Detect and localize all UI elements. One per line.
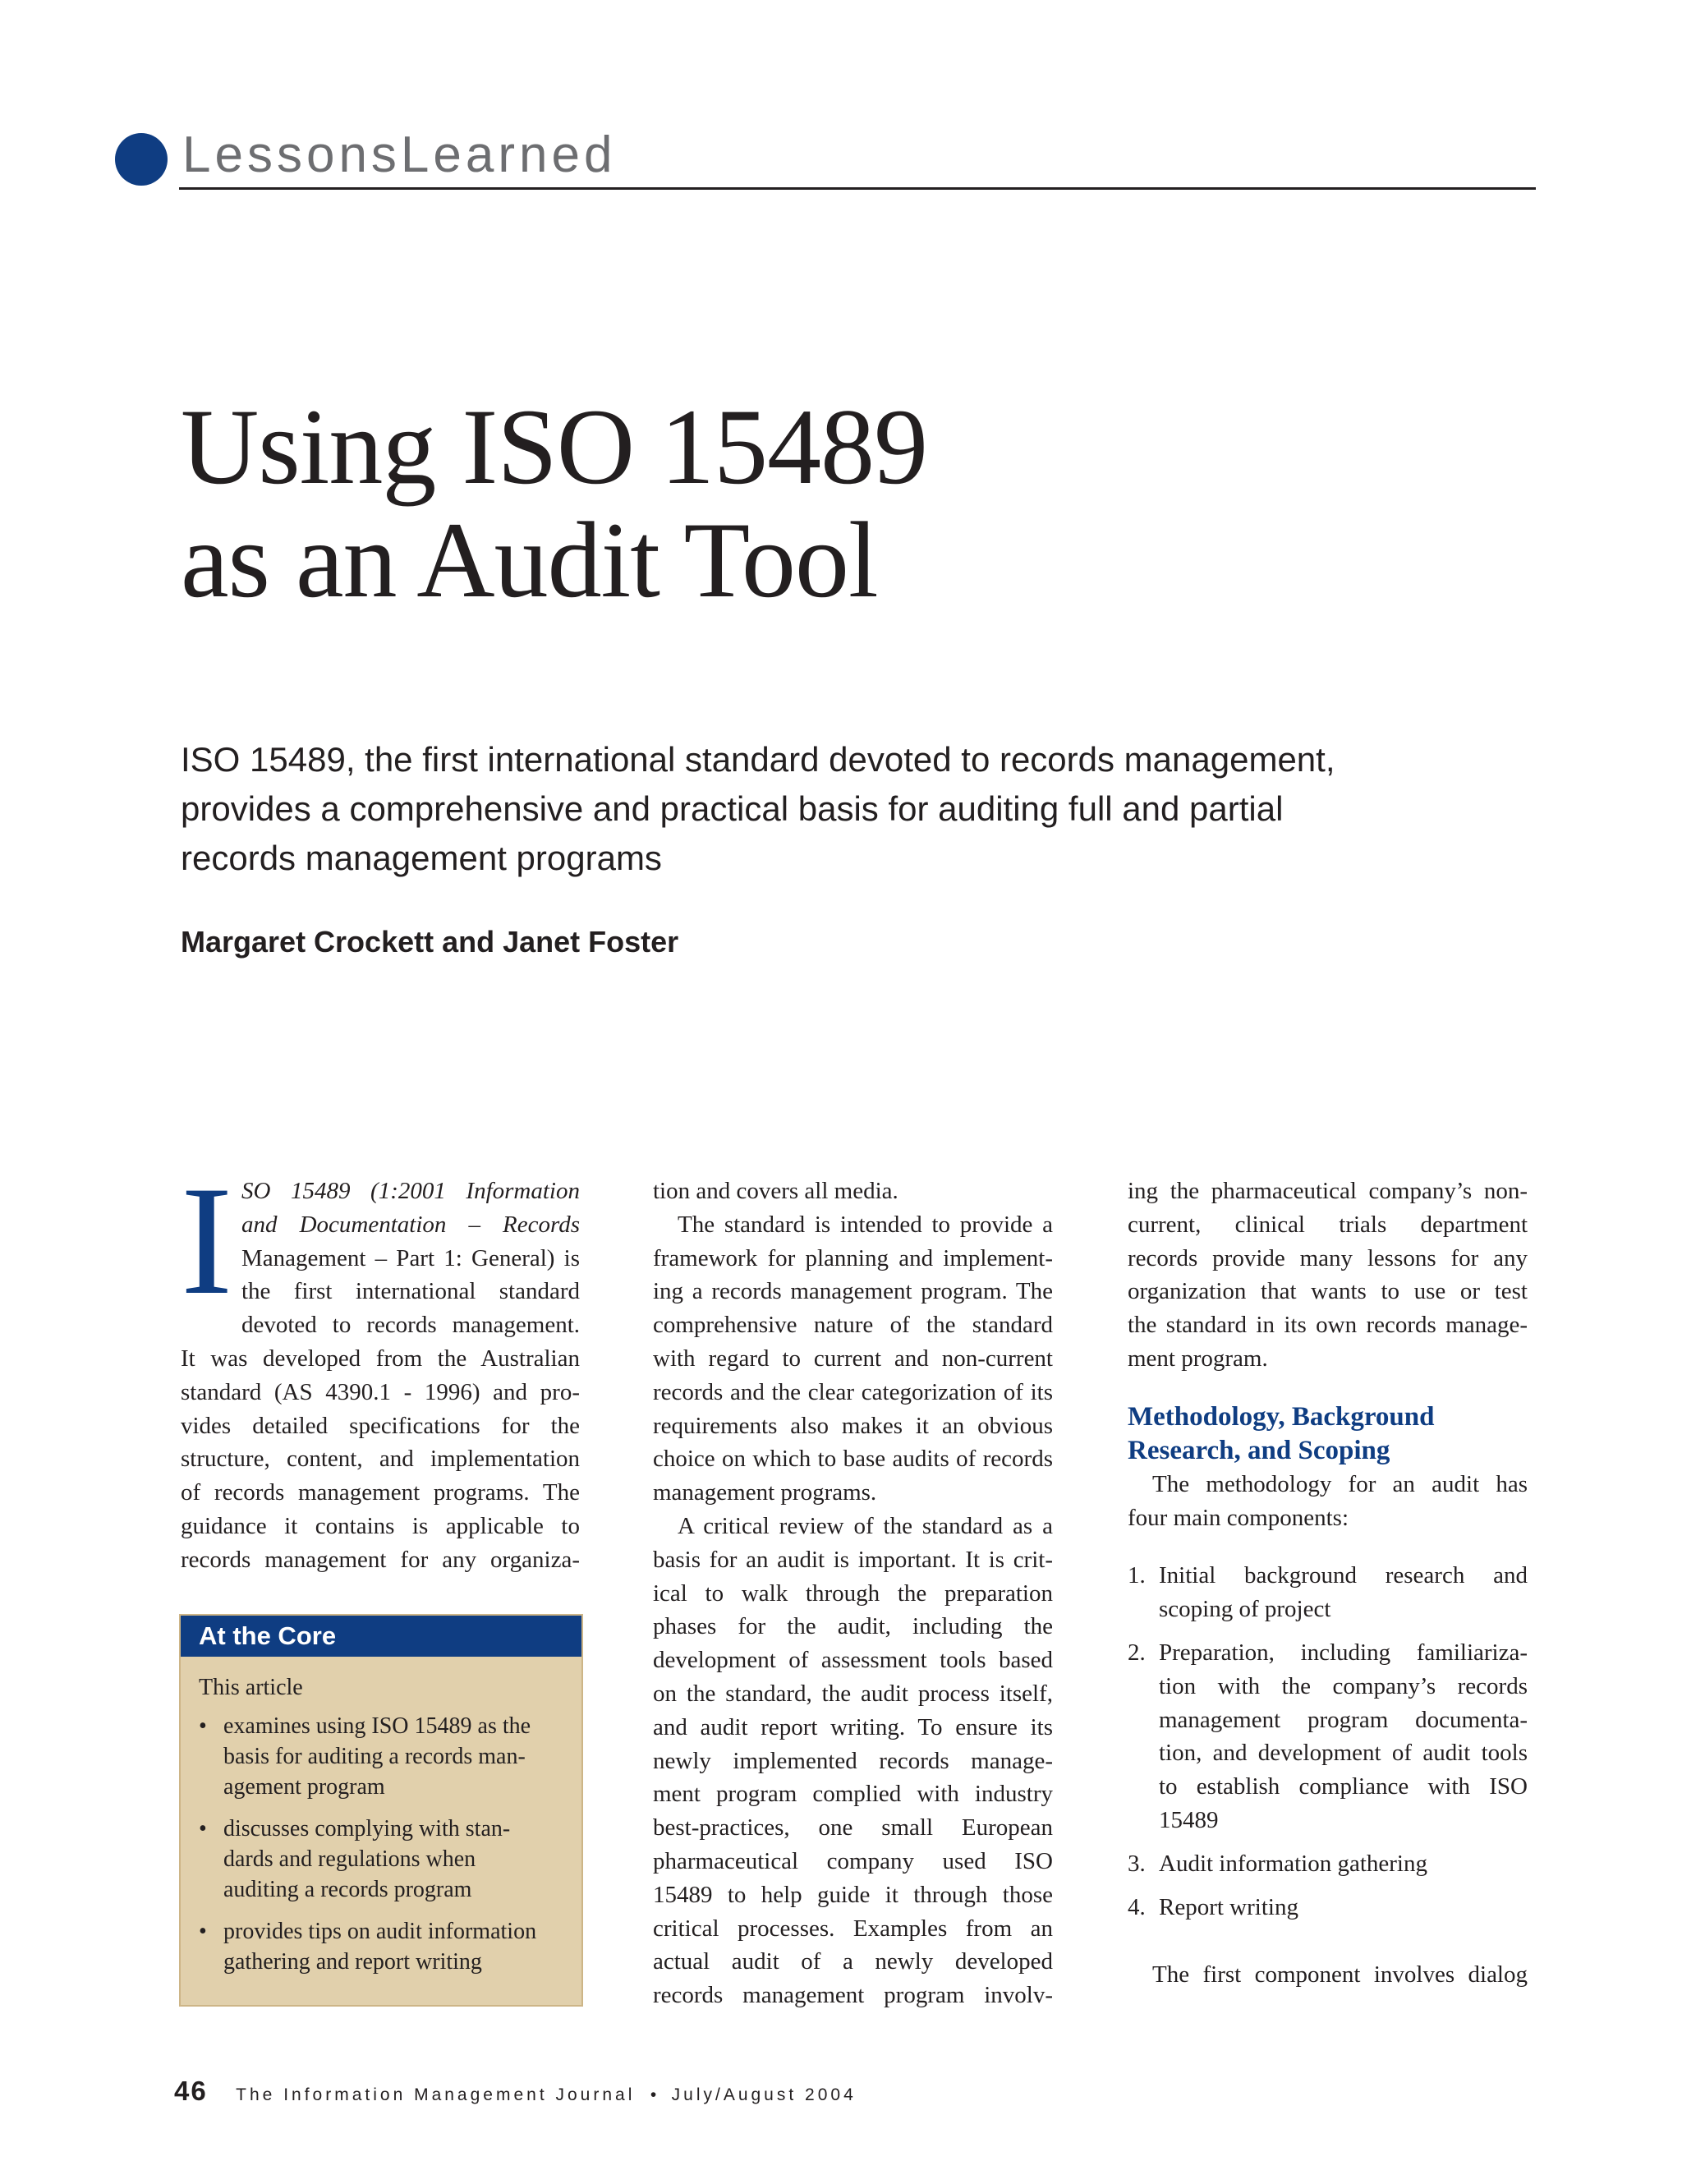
- body-line: guidance it contains is applicable to: [181, 1512, 580, 1539]
- body-line: management programs.: [653, 1479, 877, 1506]
- body-line: basis for an audit is important. It is crit-: [653, 1546, 1053, 1573]
- list-item: [1128, 1891, 1528, 1924]
- list-item: [1128, 1559, 1528, 1626]
- body-line: choice on which to base audits of records: [653, 1446, 1053, 1473]
- sidebar-title: At the Core: [181, 1616, 581, 1657]
- body-line: and Documentation – Records: [241, 1211, 580, 1238]
- body-line: ing the pharmaceutical company’s non-: [1128, 1178, 1528, 1204]
- section-header: [115, 118, 1536, 192]
- body-line: records management program involv-: [653, 1982, 1053, 2009]
- body-line: the standard in its own records manage-: [1128, 1312, 1528, 1339]
- page-footer: [174, 2076, 857, 2107]
- list-number: 1.: [1128, 1562, 1146, 1589]
- bullet-text: auditing a records program: [223, 1877, 472, 1902]
- list-text: Initial background research and: [1159, 1562, 1528, 1589]
- body-line: with regard to current and non-current: [653, 1345, 1053, 1372]
- body-line: The first component involves dialog: [1152, 1961, 1528, 1989]
- sidebar-intro: This article: [199, 1675, 303, 1700]
- article-byline: Margaret Crockett and Janet Foster: [181, 925, 679, 959]
- list-number: 3.: [1128, 1850, 1146, 1877]
- bullet-text: discusses complying with stan-: [223, 1816, 511, 1841]
- body-line: The standard is intended to provide a: [678, 1211, 1053, 1238]
- section-divider: [179, 187, 1536, 190]
- list-item: [199, 1814, 560, 1905]
- body-line: of records management programs. The: [181, 1479, 580, 1506]
- body-line: standard (AS 4390.1 - 1996) and pro-: [181, 1378, 580, 1405]
- body-line: ing a records management program. The: [653, 1278, 1053, 1305]
- list-item: [199, 1916, 560, 1977]
- bullet-text: provides tips on audit information: [223, 1919, 537, 1944]
- title-line: Using ISO 15489: [181, 386, 928, 507]
- page-number: 46: [174, 2076, 208, 2106]
- list-text: tion, and development of audit tools: [1159, 1740, 1528, 1767]
- bullet-icon: •: [199, 1816, 207, 1841]
- body-line: organization that wants to use or test: [1128, 1278, 1528, 1305]
- bullet-text: dards and regulations when: [223, 1846, 476, 1872]
- bullet-text: examines using ISO 15489 as the: [223, 1713, 531, 1739]
- body-line: vides detailed specifications for the: [181, 1412, 580, 1439]
- deck-line: provides a comprehensive and practical basis for auditing full and partial: [181, 789, 1284, 828]
- bullet-icon: •: [199, 1713, 207, 1739]
- body-line: A critical review of the standard as a: [678, 1512, 1053, 1539]
- body-line: ical to walk through the preparation: [653, 1579, 1053, 1607]
- article-deck: [181, 735, 1413, 883]
- list-text: to establish compliance with ISO: [1159, 1773, 1528, 1800]
- section-subhead: Research, and Scoping: [1128, 1435, 1390, 1465]
- body-line: framework for planning and implement-: [653, 1244, 1053, 1271]
- journal-name: The Information Management Journal: [236, 2085, 636, 2104]
- issue-date: July/August 2004: [671, 2085, 857, 2104]
- section-bullet-icon: [115, 133, 168, 186]
- sidebar-bullet-list: [199, 1711, 560, 1989]
- components-list: [1128, 1559, 1528, 1924]
- body-line: SO 15489 (1:2001 Information: [241, 1178, 580, 1204]
- list-text: scoping of project: [1159, 1596, 1331, 1623]
- body-line: requirements also makes it an obvious: [653, 1412, 1053, 1439]
- body-line: phases for the audit, including the: [653, 1613, 1053, 1640]
- list-text: Preparation, including familiariza-: [1159, 1639, 1528, 1666]
- bullet-text: gathering and report writing: [223, 1949, 482, 1975]
- body-line: the first international standard: [241, 1278, 580, 1305]
- list-item: [1128, 1847, 1528, 1881]
- section-label: LessonsLearned: [182, 126, 617, 183]
- title-line: as an Audit Tool: [181, 499, 878, 620]
- body-line: The methodology for an audit has: [1152, 1470, 1528, 1497]
- bullet-icon: •: [199, 1919, 207, 1944]
- list-text: management program documenta-: [1159, 1706, 1528, 1733]
- body-line: four main components:: [1128, 1504, 1349, 1531]
- body-column-1: [181, 1155, 580, 1577]
- body-line: actual audit of a newly developed: [653, 1948, 1053, 1975]
- list-text: 15489: [1159, 1806, 1219, 1833]
- list-text: Audit information gathering: [1159, 1850, 1427, 1877]
- deck-line: records management programs: [181, 839, 662, 877]
- body-line: and audit report writing. To ensure its: [653, 1713, 1053, 1740]
- body-line: devoted to records management.: [241, 1312, 580, 1339]
- list-number: 4.: [1128, 1893, 1146, 1920]
- body-line: records management for any organiza-: [181, 1546, 580, 1573]
- article-title: [181, 386, 1413, 620]
- body-line: development of assessment tools based: [653, 1647, 1053, 1674]
- body-line: records provide many lessons for any: [1128, 1244, 1528, 1271]
- list-item: [199, 1711, 560, 1802]
- body-line: pharmaceutical company used ISO: [653, 1847, 1053, 1874]
- body-column-2: [653, 1175, 1053, 2012]
- body-line: ment program complied with industry: [653, 1781, 1053, 1808]
- section-subhead: Methodology, Background: [1128, 1401, 1435, 1432]
- footer-separator: •: [650, 2085, 657, 2104]
- body-line: ment program.: [1128, 1345, 1268, 1372]
- body-line: tion and covers all media.: [653, 1178, 898, 1204]
- body-line: current, clinical trials department: [1128, 1211, 1528, 1238]
- list-item: [1128, 1636, 1528, 1837]
- bullet-text: basis for auditing a records man-: [223, 1744, 526, 1769]
- body-line: records and the clear categorization of its: [653, 1378, 1053, 1405]
- list-text: tion with the company’s records: [1159, 1672, 1528, 1699]
- body-line: Management – Part 1: General) is: [241, 1244, 580, 1271]
- bullet-text: agement program: [223, 1774, 385, 1800]
- deck-line: ISO 15489, the first international standard devoted to records management,: [181, 740, 1335, 779]
- list-text: Report writing: [1159, 1893, 1298, 1920]
- body-line: newly implemented records manage-: [653, 1747, 1053, 1774]
- body-line: It was developed from the Australian: [181, 1345, 580, 1372]
- body-line: comprehensive nature of the standard: [653, 1312, 1053, 1339]
- body-line: 15489 to help guide it through those: [653, 1881, 1053, 1908]
- body-line: best-practices, one small European: [653, 1814, 1053, 1841]
- list-number: 2.: [1128, 1639, 1146, 1666]
- at-the-core-sidebar: [179, 1614, 583, 2007]
- body-line: on the standard, the audit process itself,: [653, 1680, 1053, 1707]
- body-column-3: [1128, 1175, 1528, 1992]
- drop-cap: I: [181, 1155, 233, 1327]
- body-line: structure, content, and implementation: [181, 1446, 580, 1473]
- body-line: critical processes. Examples from an: [653, 1915, 1053, 1942]
